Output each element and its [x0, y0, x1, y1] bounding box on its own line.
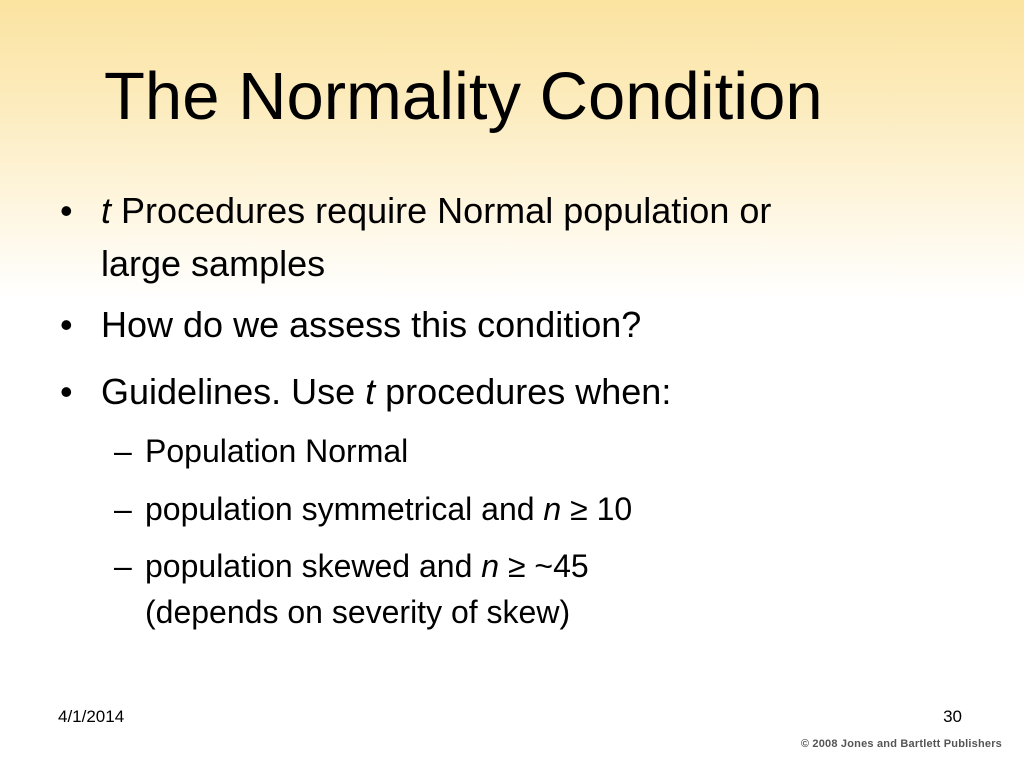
bullet-text: How do we assess this condition? [101, 304, 642, 345]
italic-n: n [481, 548, 500, 584]
subbullet-text: Population Normal [145, 433, 409, 469]
bullet-text-part: Guidelines. Use [101, 371, 366, 412]
italic-t: t [101, 190, 112, 231]
subbullet-marker: – [114, 548, 132, 584]
bullet-text-part: Procedures require Normal population or [111, 190, 772, 231]
italic-n: n [543, 491, 562, 527]
bullet-marker: • [60, 304, 73, 345]
subbullet-text-part: population skewed and [145, 548, 482, 584]
copyright-notice: © 2008 Jones and Bartlett Publishers [800, 738, 1002, 750]
bullet-marker: • [60, 190, 73, 231]
bullet-text-part: procedures when: [375, 371, 672, 412]
page-number: 30 [943, 707, 962, 726]
italic-t: t [365, 371, 376, 412]
subbullet-marker: – [114, 491, 132, 527]
bullet-line [101, 184, 771, 237]
subbullet-text-part: ≥ ~45 [499, 548, 589, 584]
subbullet-line [145, 543, 589, 589]
bullet-marker: • [60, 371, 73, 412]
bullet-line-2: large samples [101, 243, 326, 284]
subbullet-marker: – [114, 433, 132, 469]
slide-title: The Normality Condition [104, 59, 823, 134]
subbullet-line-2: (depends on severity of skew) [145, 594, 571, 630]
subbullet-text-part: population symmetrical and [145, 491, 544, 527]
footer-date: 4/1/2014 [58, 707, 125, 726]
subbullet-text-part: ≥ 10 [561, 491, 633, 527]
